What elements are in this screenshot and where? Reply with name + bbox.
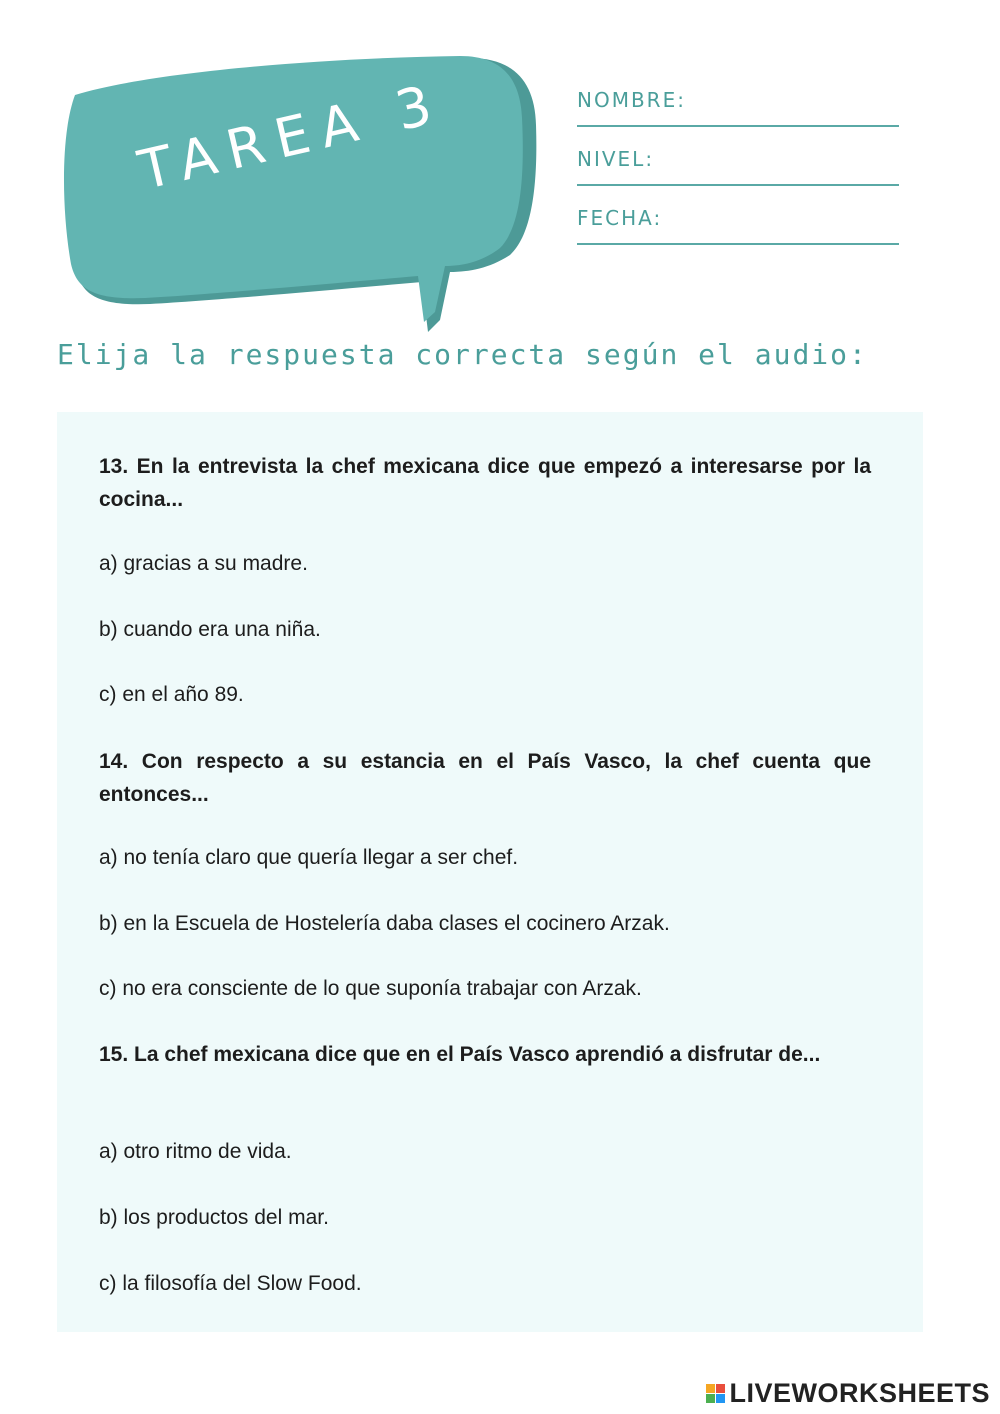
question-15: 15. La chef mexicana dice que en el País Vasco aprendió a disfrutar de... <box>99 1043 821 1066</box>
instruction-text: Elija la respuesta correcta según el audio: <box>57 338 868 371</box>
question-15-option-a[interactable]: a) otro ritmo de vida. <box>99 1140 292 1163</box>
question-15-option-b[interactable]: b) los productos del mar. <box>99 1206 329 1229</box>
questions-panel <box>57 412 923 1332</box>
question-14: 14. Con respecto a su estancia en el País Vasco, la chef cuenta que entonces... <box>99 750 871 806</box>
page-title: TAREA 3 <box>132 71 449 203</box>
question-15-option-c[interactable]: c) la filosofía del Slow Food. <box>99 1272 362 1295</box>
student-fields <box>577 84 899 261</box>
name-field[interactable]: NOMBRE: <box>577 84 899 127</box>
date-field[interactable]: FECHA: <box>577 202 899 245</box>
speech-bubble-body <box>64 56 523 322</box>
liveworksheets-logo <box>706 1378 990 1409</box>
liveworksheets-logo-icon <box>706 1384 725 1403</box>
question-13: 13. En la entrevista la chef mexicana dice que empezó a interesarse por la cocina... <box>99 455 871 511</box>
question-13-option-b[interactable]: b) cuando era una niña. <box>99 618 321 641</box>
liveworksheets-logo-text: LIVEWORKSHEETS <box>729 1378 990 1408</box>
level-field[interactable]: NIVEL: <box>577 143 899 186</box>
question-14-option-b[interactable]: b) en la Escuela de Hostelería daba clases el cocinero Arzak. <box>99 912 670 935</box>
question-14-option-a[interactable]: a) no tenía claro que quería llegar a ser chef. <box>99 846 519 869</box>
question-13-option-c[interactable]: c) en el año 89. <box>99 683 244 706</box>
question-13-option-a[interactable]: a) gracias a su madre. <box>99 552 308 575</box>
question-14-option-c[interactable]: c) no era consciente de lo que suponía trabajar con Arzak. <box>99 977 642 1000</box>
